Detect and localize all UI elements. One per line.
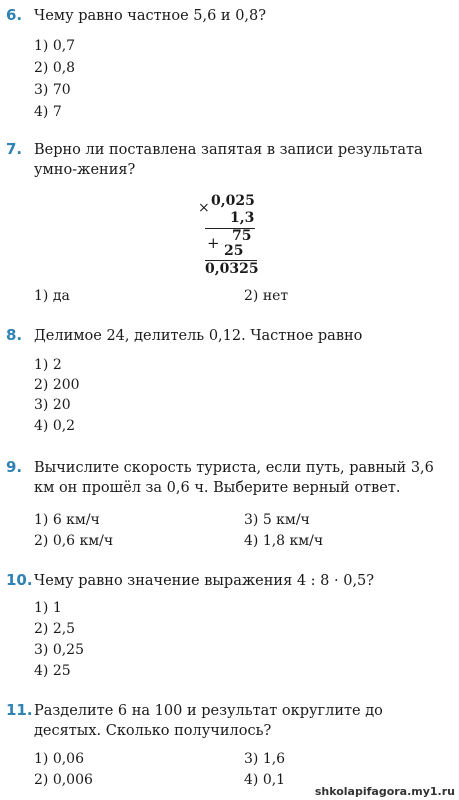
question-text: Чему равно значение выражения 4 : 8 · 0,5? [34, 573, 375, 589]
option-3[interactable]: 3) 70 [34, 82, 71, 98]
question-number: 6. [6, 6, 23, 24]
option-2[interactable]: 2) 200 [34, 377, 80, 393]
question-number: 11. [6, 701, 33, 719]
result: 0,0325 [205, 261, 259, 277]
option-2[interactable]: 2) 0,6 км/ч [34, 533, 114, 549]
partial-2: 25 [224, 243, 244, 259]
option-1[interactable]: 1) да [34, 288, 70, 304]
option-4[interactable]: 4) 0,1 [244, 772, 286, 788]
option-2[interactable]: 2) нет [244, 288, 289, 304]
question-text: Вычислите скорость туриста, если путь, равный 3,6 км он прошёл за 0,6 ч. Выберите верный ответ. [34, 460, 434, 496]
option-1[interactable]: 1) 2 [34, 357, 62, 373]
question-number: 8. [6, 326, 23, 344]
partial-1: 75 [232, 228, 252, 244]
option-4[interactable]: 4) 1,8 км/ч [244, 533, 324, 549]
question-text: Разделите 6 на 100 и результат округлите до десятых. Сколько получилось? [34, 703, 383, 739]
option-2[interactable]: 2) 0,8 [34, 60, 76, 76]
option-3[interactable]: 3) 20 [34, 397, 71, 413]
option-4[interactable]: 4) 25 [34, 663, 71, 679]
option-2[interactable]: 2) 0,006 [34, 772, 93, 788]
row-2: 1,3 [230, 210, 255, 226]
option-3[interactable]: 3) 1,6 [244, 751, 286, 767]
option-4[interactable]: 4) 7 [34, 104, 62, 120]
option-3[interactable]: 3) 0,25 [34, 642, 84, 658]
option-3[interactable]: 3) 5 км/ч [244, 512, 310, 528]
question-text: Делимое 24, делитель 0,12. Частное равно [34, 328, 363, 344]
option-1[interactable]: 1) 0,06 [34, 751, 84, 767]
question-text: Чему равно частное 5,6 и 0,8? [34, 8, 267, 24]
option-4[interactable]: 4) 0,2 [34, 418, 76, 434]
question-number: 7. [6, 140, 23, 158]
question-number: 9. [6, 458, 23, 476]
option-1[interactable]: 1) 6 км/ч [34, 512, 100, 528]
option-2[interactable]: 2) 2,5 [34, 621, 76, 637]
question-number: 10. [6, 571, 33, 589]
option-1[interactable]: 1) 1 [34, 600, 62, 616]
question-text: Верно ли поставлена запятая в записи результата умно-жения? [34, 142, 423, 178]
plus-sign: + [207, 234, 220, 252]
option-1[interactable]: 1) 0,7 [34, 38, 76, 54]
times-sign: × [198, 200, 210, 216]
site-watermark: shkolapifagora.my1.ru [314, 785, 455, 798]
row-1: 0,025 [211, 193, 255, 209]
